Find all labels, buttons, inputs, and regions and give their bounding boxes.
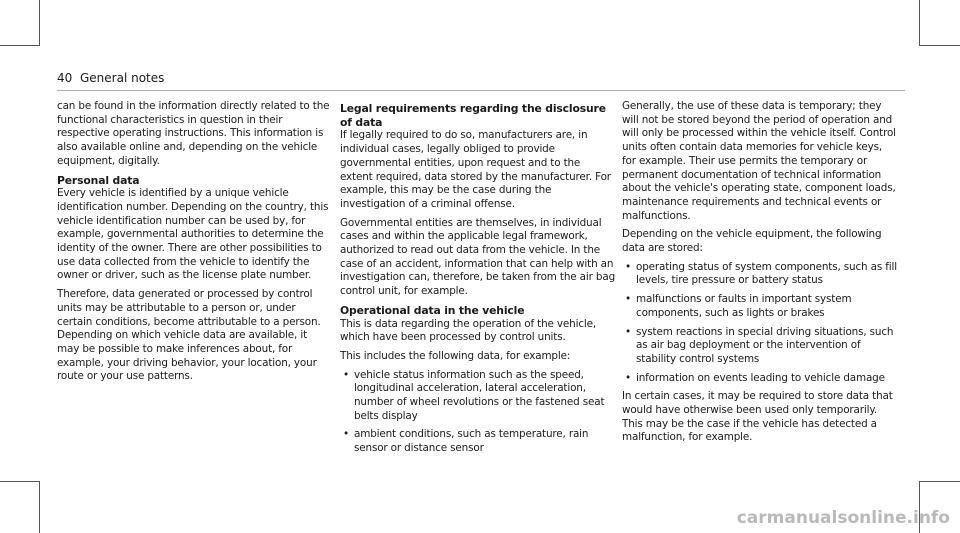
page-number: 40 xyxy=(57,71,73,85)
bullet-list xyxy=(340,369,615,456)
section-title: General notes xyxy=(80,71,165,85)
list-item: • system reactions in special driving situations, such as air bag deployment or the intervention of stability control systems xyxy=(622,326,897,367)
paragraph: Governmental entities are themselves, in individual cases and within the applicable legal framework, authorized to read out data from the vehicle. In the case of an accident, information that can help with an investigation can, therefore, be taken from the air bag control unit, for example. xyxy=(340,216,616,298)
text-column-left xyxy=(57,100,332,389)
paragraph: In certain cases, it may be required to store data that would have otherwise been used only temporarily. This may be the case if the vehicle has detected a malfunction, for example. xyxy=(622,390,893,444)
paragraph: This is data regarding the operation of the vehicle, which have been processed by control units. xyxy=(340,317,597,344)
crop-mark xyxy=(919,481,960,482)
paragraph: can be found in the information directly related to the functional characteristics in question in their respective operating instructions. This information is also available online and, depending on the vehicle equipment, digitally. xyxy=(57,100,330,167)
paragraph: Every vehicle is identified by a unique vehicle identification number. Depending on the country, this vehicle identification number can be used by, for example, governmental authorities to determine the identity of the owner. There are other possibilities to use data collected from the vehicle to identify the owner or driver, such as the license plate number. xyxy=(57,187,329,282)
header-divider xyxy=(57,90,905,91)
text-column-middle xyxy=(340,100,615,461)
paragraph: This includes the following data, for example: xyxy=(340,349,571,362)
list-item: • information on events leading to vehicle damage xyxy=(622,372,897,386)
section-heading: Personal data xyxy=(57,173,140,187)
section-heading: Legal requirements regarding the disclosure of data xyxy=(340,102,606,129)
paragraph: Therefore, data generated or processed by control units may be attributable to a person or, under certain conditions, become attributable to a person. Depending on which vehicle data are available, it may be possible to make inferences about, for example, your driving behavior, your location, your route or your use patterns. xyxy=(57,288,321,383)
paragraph: If legally required to do so, manufacturers are, in individual cases, legally obliged to provide governmental entities, upon request and to the extent required, data stored by the manufacturer. For example, this may be the case during the investigation of a criminal offense. xyxy=(340,129,611,210)
crop-mark xyxy=(0,45,40,46)
bullet-list xyxy=(622,261,897,386)
crop-mark xyxy=(919,0,920,46)
list-item: • malfunctions or faults in important system components, such as lights or brakes xyxy=(622,293,897,320)
paragraph: Generally, the use of these data is temporary; they will not be stored beyond the period of operation and will only be processed within the vehicle itself. Control units often contain data memories for vehicle keys, for example. Their use permits the temporary or permanent documentation of technical information about the vehicle's operating state, component loads, maintenance requirements and technical events or malfunctions. xyxy=(622,100,896,222)
list-item: • ambient conditions, such as temperature, rain sensor or distance sensor xyxy=(340,428,615,455)
crop-mark xyxy=(0,481,40,482)
list-item: • vehicle status information such as the speed, longitudinal acceleration, lateral acceleration, number of wheel revolutions or the fastened seat belts display xyxy=(340,369,615,424)
section-heading: Operational data in the vehicle xyxy=(340,303,525,317)
watermark: carmanualsonline.info xyxy=(736,508,950,528)
crop-mark xyxy=(39,481,40,533)
paragraph: Depending on the vehicle equipment, the following data are stored: xyxy=(622,228,882,255)
list-item: • operating status of system components, such as fill levels, tire pressure or battery status xyxy=(622,261,897,288)
crop-mark xyxy=(39,0,40,46)
text-column-right xyxy=(622,100,897,450)
crop-mark xyxy=(919,45,960,46)
